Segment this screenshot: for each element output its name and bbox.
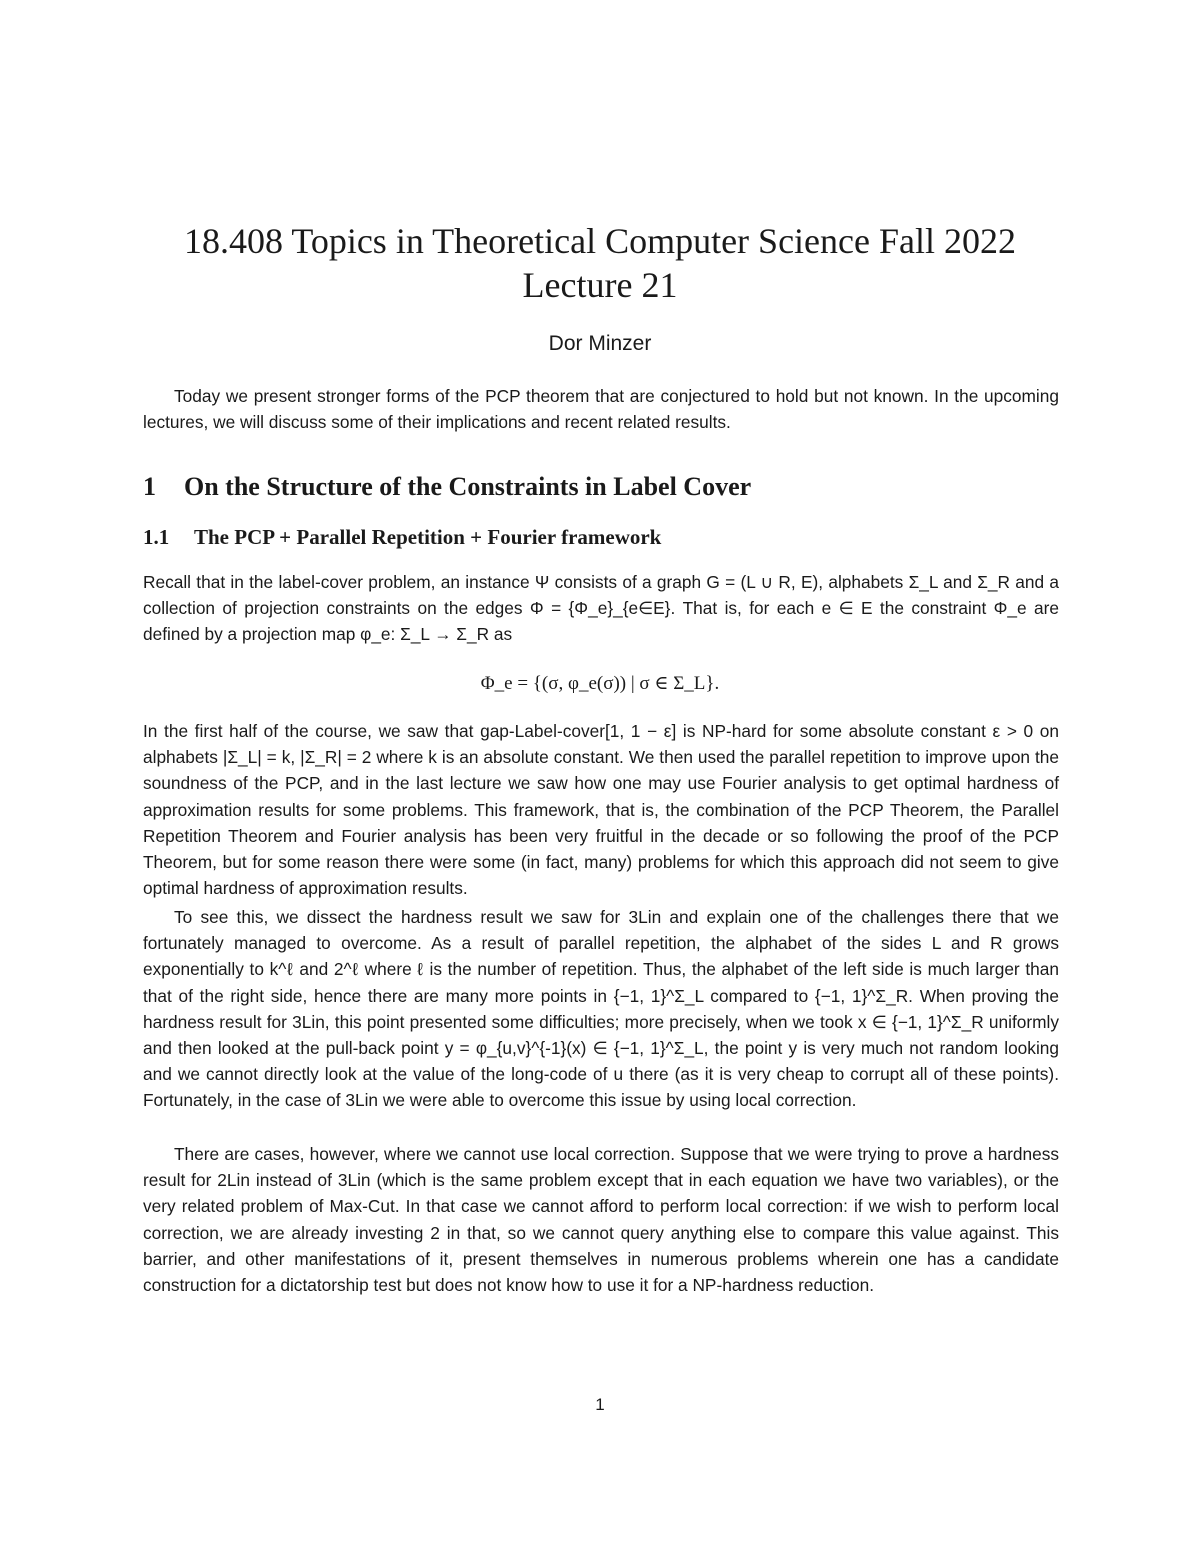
document-title: 18.408 Topics in Theoretical Computer Science Fall 2022 bbox=[184, 221, 1016, 261]
paragraph-text: There are cases, however, where we cannot use local correction. Suppose that we were trying to prove a hardness result for 2Lin instead of 3Lin (which is the same problem except that in each equation we have two variables), or the very related problem of Max-Cut. In that case we cannot afford to perform local correction: if we wish to perform local correction, we are already investing 2 in that, so we cannot query anything else to compare this value against. This barrier, and other manifestations of it, present themselves in numerous problems wherein one has a candidate construction for a dictatorship test but does not know how to use it for a NP-hardness reduction. bbox=[143, 1144, 1059, 1296]
lecture-title: Lecture 21 bbox=[522, 265, 678, 305]
paragraph-2 bbox=[143, 718, 1059, 901]
subsection-number: 1.1 bbox=[143, 525, 170, 549]
page-number: 1 bbox=[595, 1395, 605, 1414]
section-number: 1 bbox=[143, 472, 156, 501]
display-equation: Φ_e = {(σ, φ_e(σ)) | σ ∈ Σ_L}. bbox=[480, 673, 720, 694]
section-heading bbox=[143, 472, 751, 502]
abstract bbox=[143, 383, 1059, 435]
paragraph-text: In the first half of the course, we saw that gap-Label-cover[1, 1 − ε] is NP-hard for some absolute constant ε > 0 on alphabets |Σ_L| = k, |Σ_R| = 2 where k is an absolute constant. We then used the parallel repetition to improve upon the soundness of the PCP, and in the last lecture we saw how one may use Fourier analysis to get optimal hardness of approximation results for some problems. This framework, that is, the combination of the PCP Theorem, the Parallel Repetition Theorem and Fourier analysis has been very fruitful in the decade or so following the proof of the PCP Theorem, but for some reason there were some (in fact, many) problems for which this approach did not seem to give optimal hardness of approximation results. bbox=[143, 721, 1059, 899]
paragraph-text: To see this, we dissect the hardness result we saw for 3Lin and explain one of the challenges there that we fortunately managed to overcome. As a result of parallel repetition, the alphabet of the sides L and R grows exponentially to k^ℓ and 2^ℓ where ℓ is the number of repetition. Thus, the alphabet of the left side is much larger than that of the right side, hence there are many more points in {−1, 1}^Σ_L compared to {−1, 1}^Σ_R. When proving the hardness result for 3Lin, this point presented some difficulties; more precisely, when we took x ∈ {−1, 1}^Σ_R uniformly and then looked at the pull-back point y = φ_{u,v}^{-1}(x) ∈ {−1, 1}^Σ_L, the point y is very much not random looking and we cannot directly look at the value of the long-code of u there (as it is very cheap to corrupt all of these points). Fortunately, in the case of 3Lin we were able to overcome this issue by using local correction. bbox=[143, 907, 1059, 1111]
paragraph-3 bbox=[143, 904, 1059, 1114]
author-name: Dor Minzer bbox=[548, 332, 652, 355]
paragraph-1 bbox=[143, 569, 1059, 648]
subsection-title: The PCP + Parallel Repetition + Fourier framework bbox=[194, 525, 662, 549]
abstract-text: Today we present stronger forms of the PCP theorem that are conjectured to hold but not known. In the upcoming lectures, we will discuss some of their implications and recent related results. bbox=[143, 386, 1059, 433]
subsection-heading bbox=[143, 525, 661, 550]
paragraph-4 bbox=[143, 1141, 1059, 1298]
section-title: On the Structure of the Constraints in Label Cover bbox=[184, 472, 752, 501]
paragraph-text: Recall that in the label-cover problem, an instance Ψ consists of a graph G = (L ∪ R, E), alphabets Σ_L and Σ_R and a collection of projection constraints on the edges Φ = {Φ_e}_{e∈E}. That is, for each e ∈ E the constraint Φ_e are defined by a projection map φ_e: Σ_L → Σ_R as bbox=[143, 572, 1059, 645]
